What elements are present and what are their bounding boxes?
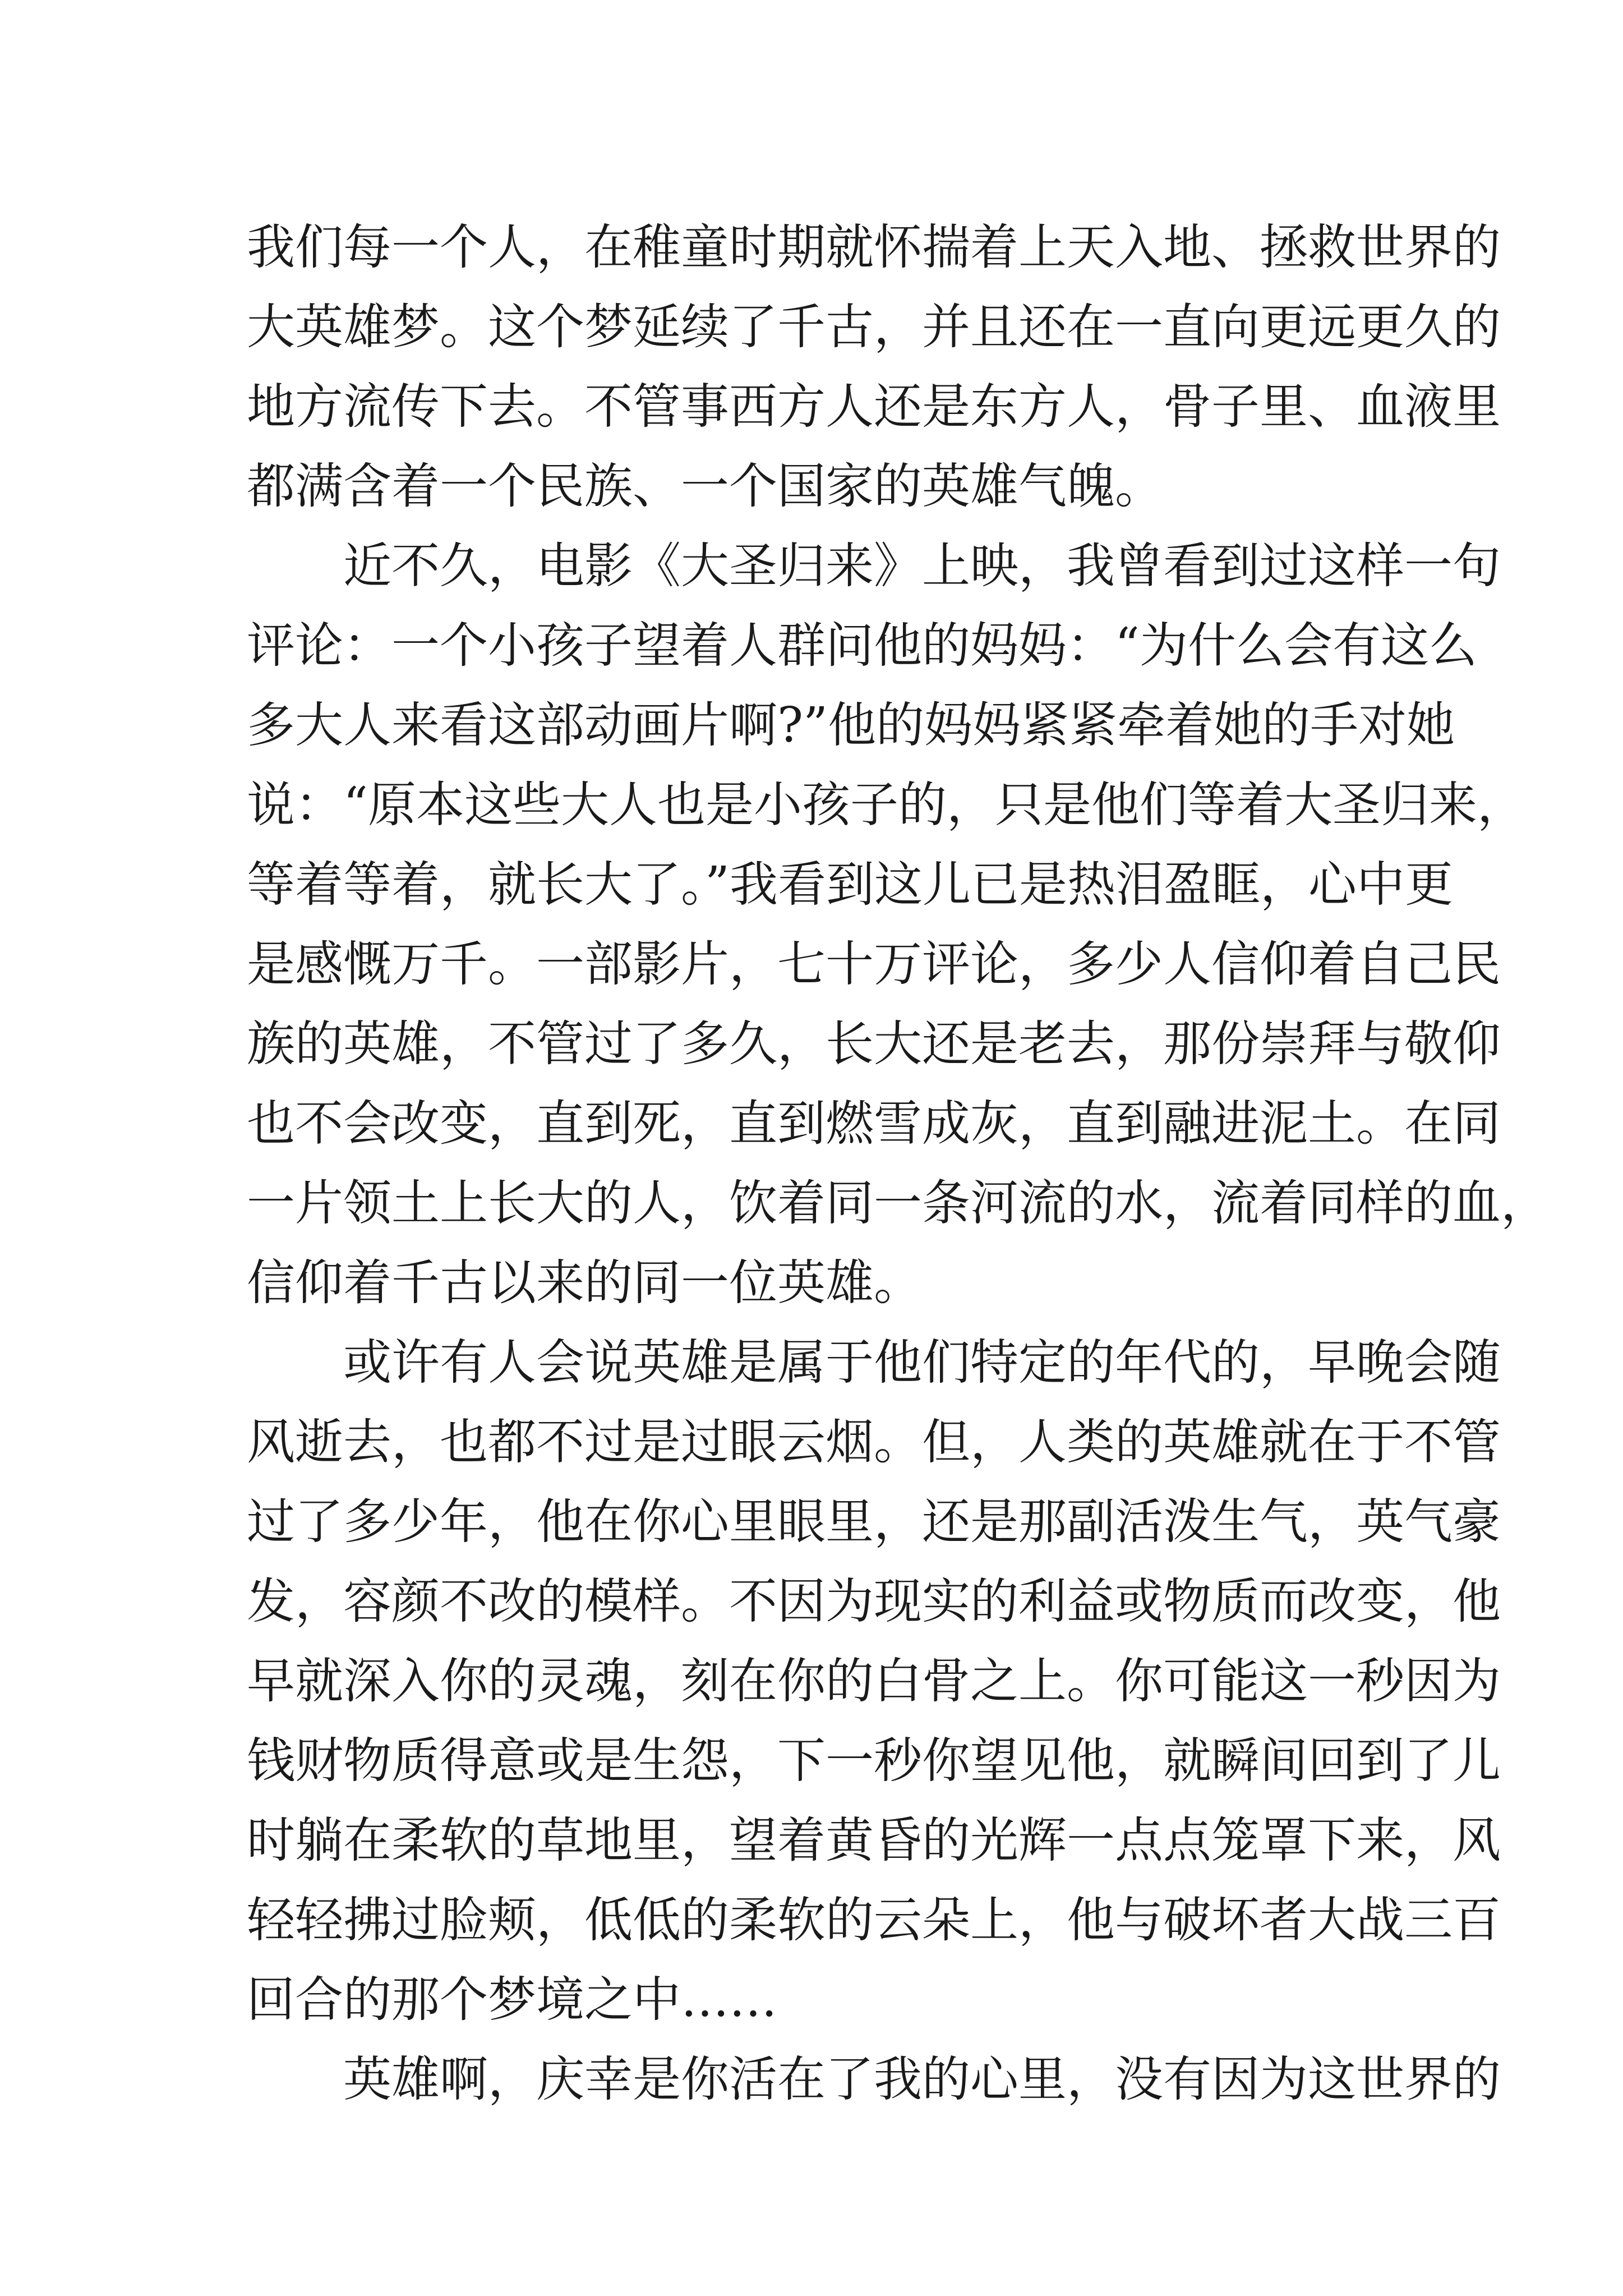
text-line: 英雄啊，庆幸是你活在了我的心里，没有因为这世界的 (343, 2051, 1501, 2108)
paragraph (247, 208, 1501, 526)
text-line: 风逝去，也都不过是过眼云烟。但，人类的英雄就在于不管 (247, 1414, 1501, 1470)
text-line: 等着等着，就长大了。”我看到这儿已是热泪盈眶，心中更 (247, 857, 1453, 913)
text-line: 近不久，电影《大圣归来》上映，我曾看到过这样一句 (343, 538, 1501, 594)
paragraph (247, 1323, 1501, 2040)
text-line: 地方流传下去。不管事西方人还是东方人，骨子里、血液里 (247, 379, 1501, 435)
text-line: 过了多少年，他在你心里眼里，还是那副活泼生气，英气豪 (247, 1494, 1501, 1550)
text-line: 族的英雄，不管过了多久，长大还是老去，那份崇拜与敬仰 (247, 1016, 1501, 1072)
text-line: 也不会改变，直到死，直到燃雪成灰，直到融进泥土。在同 (247, 1096, 1501, 1152)
text-line: 多大人来看这部动画片啊?”他的妈妈紧紧牵着她的手对她 (247, 697, 1455, 753)
text-line: 时躺在柔软的草地里，望着黄昏的光辉一点点笼罩下来，风 (247, 1812, 1501, 1869)
text-line: 说：“原本这些大人也是小孩子的，只是他们等着大圣归来， (247, 777, 1525, 833)
text-line: 一片领土上长大的人，饮着同一条河流的水，流着同样的血， (247, 1175, 1549, 1231)
paragraph (247, 2040, 1501, 2119)
text-line: 发，容颜不改的模样。不因为现实的利益或物质而改变，他 (247, 1573, 1501, 1630)
body-text (247, 208, 1549, 2119)
text-line: 早就深入你的灵魂，刻在你的白骨之上。你可能这一秒因为 (247, 1653, 1501, 1709)
text-line: 大英雄梦。这个梦延续了千古，并且还在一直向更远更久的 (247, 299, 1501, 355)
text-line: 是感慨万千。一部影片，七十万评论，多少人信仰着自己民 (247, 936, 1501, 992)
text-line: 轻轻拂过脸颊，低低的柔软的云朵上，他与破坏者大战三百 (247, 1892, 1501, 1948)
text-line: 我们每一个人，在稚童时期就怀揣着上天入地、拯救世界的 (247, 219, 1501, 275)
text-line: 信仰着千古以来的同一位英雄。 (247, 1255, 922, 1311)
text-line: 评论：一个小孩子望着人群问他的妈妈：“为什么会有这么 (247, 618, 1477, 674)
paragraph (247, 526, 1549, 1323)
text-line: 钱财物质得意或是生怨，下一秒你望见他，就瞬间回到了儿 (247, 1733, 1501, 1789)
text-line: 回合的那个梦境之中…… (247, 1972, 777, 2028)
text-line: 或许有人会说英雄是属于他们特定的年代的，早晚会随 (343, 1335, 1501, 1391)
text-line: 都满含着一个民族、一个国家的英雄气魄。 (247, 458, 1163, 514)
